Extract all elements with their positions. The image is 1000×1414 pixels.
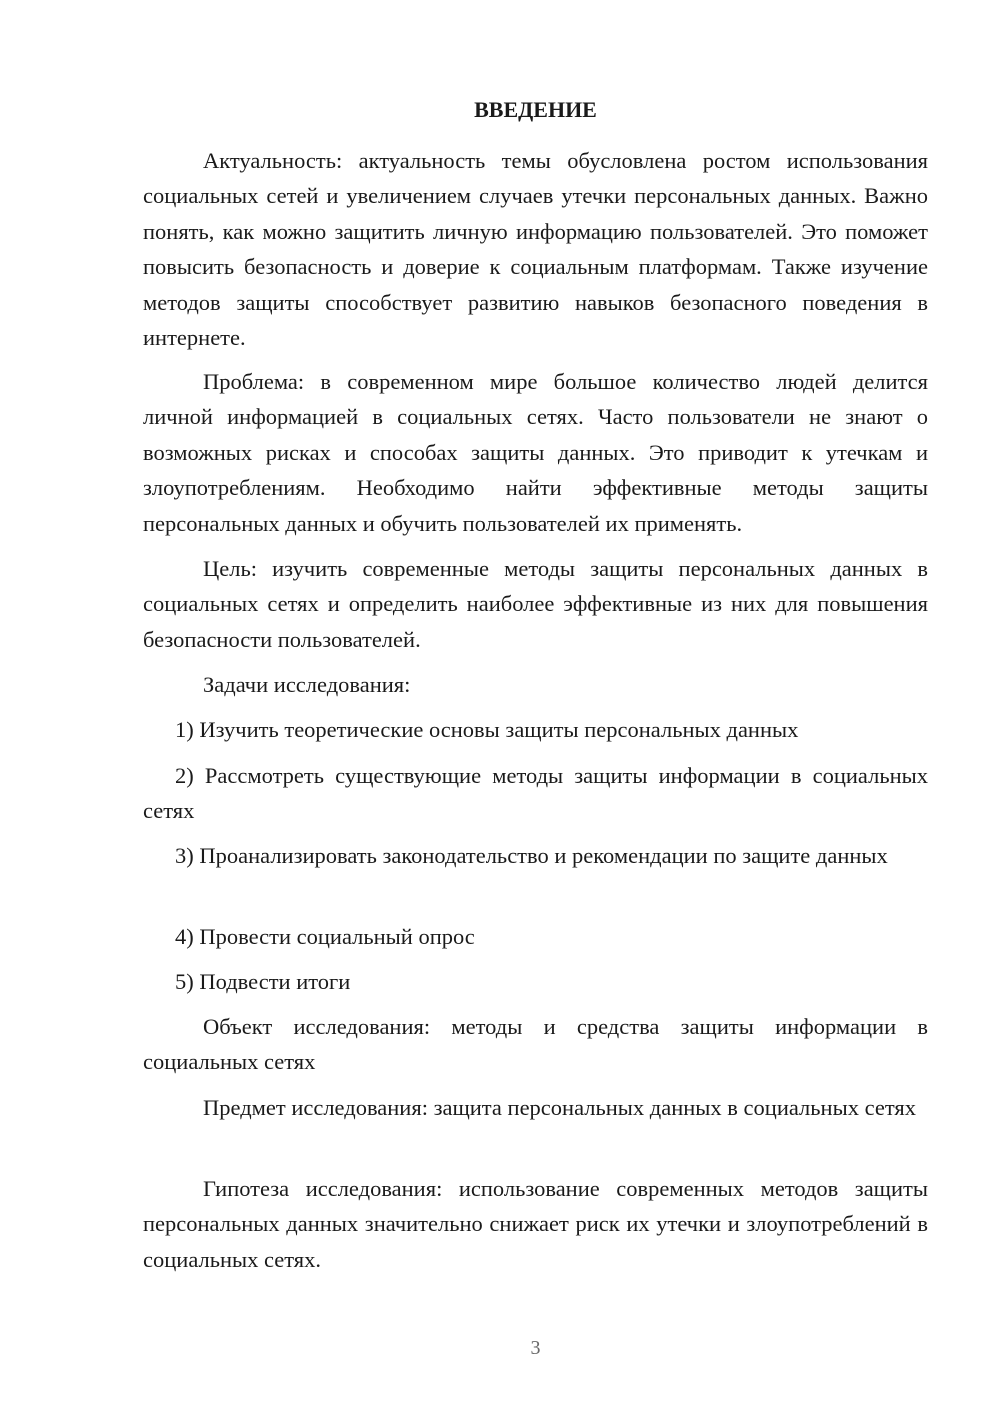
tasks-heading: Задачи исследования: — [203, 672, 411, 697]
page-number: 3 — [530, 1337, 541, 1359]
relevance-paragraph: Актуальность: актуальность темы обусловлена ростом использования социальных сетей и увеличением случаев утечки персональных данных. Важно понять, как можно защитить личную информацию пользователей. Это поможет повысить безопасность и доверие к социальным платформам. Также изучение методов защиты способствует развитию навыков безопасного поведения в интернете. — [143, 148, 928, 351]
goal-paragraph: Цель: изучить современные методы защиты персональных данных в социальных сетях и определить наиболее эффективные из них для повышения безопасности пользователей. — [143, 556, 928, 652]
task-item-1: 1) Изучить теоретические основы защиты персональных данных — [175, 717, 799, 742]
task-item-4: 4) Провести социальный опрос — [175, 924, 475, 949]
page-title: ВВЕДЕНИЕ — [474, 97, 597, 122]
task-item-3: 3) Проанализировать законодательство и рекомендации по защите данных — [175, 843, 888, 868]
subject-paragraph: Предмет исследования: защита персональных данных в социальных сетях — [203, 1095, 916, 1120]
problem-paragraph: Проблема: в современном мире большое количество людей делится личной информацией в социальных сетях. Часто пользователи не знают о возможных рисках и способах защиты данных. Это приводит к утечкам и злоупотреблениям. Необходимо найти эффективные методы защиты персональных данных и обучить пользователей их применять. — [143, 369, 928, 536]
task-item-5: 5) Подвести итоги — [175, 969, 351, 994]
hypothesis-paragraph: Гипотеза исследования: использование современных методов защиты персональных данных значительно снижает риск их утечки и злоупотреблений в социальных сетях. — [143, 1176, 928, 1272]
task-item-2: 2) Рассмотреть существующие методы защиты информации в социальных сетях — [143, 763, 928, 824]
object-paragraph: Объект исследования: методы и средства защиты информации в социальных сетях — [143, 1014, 928, 1075]
